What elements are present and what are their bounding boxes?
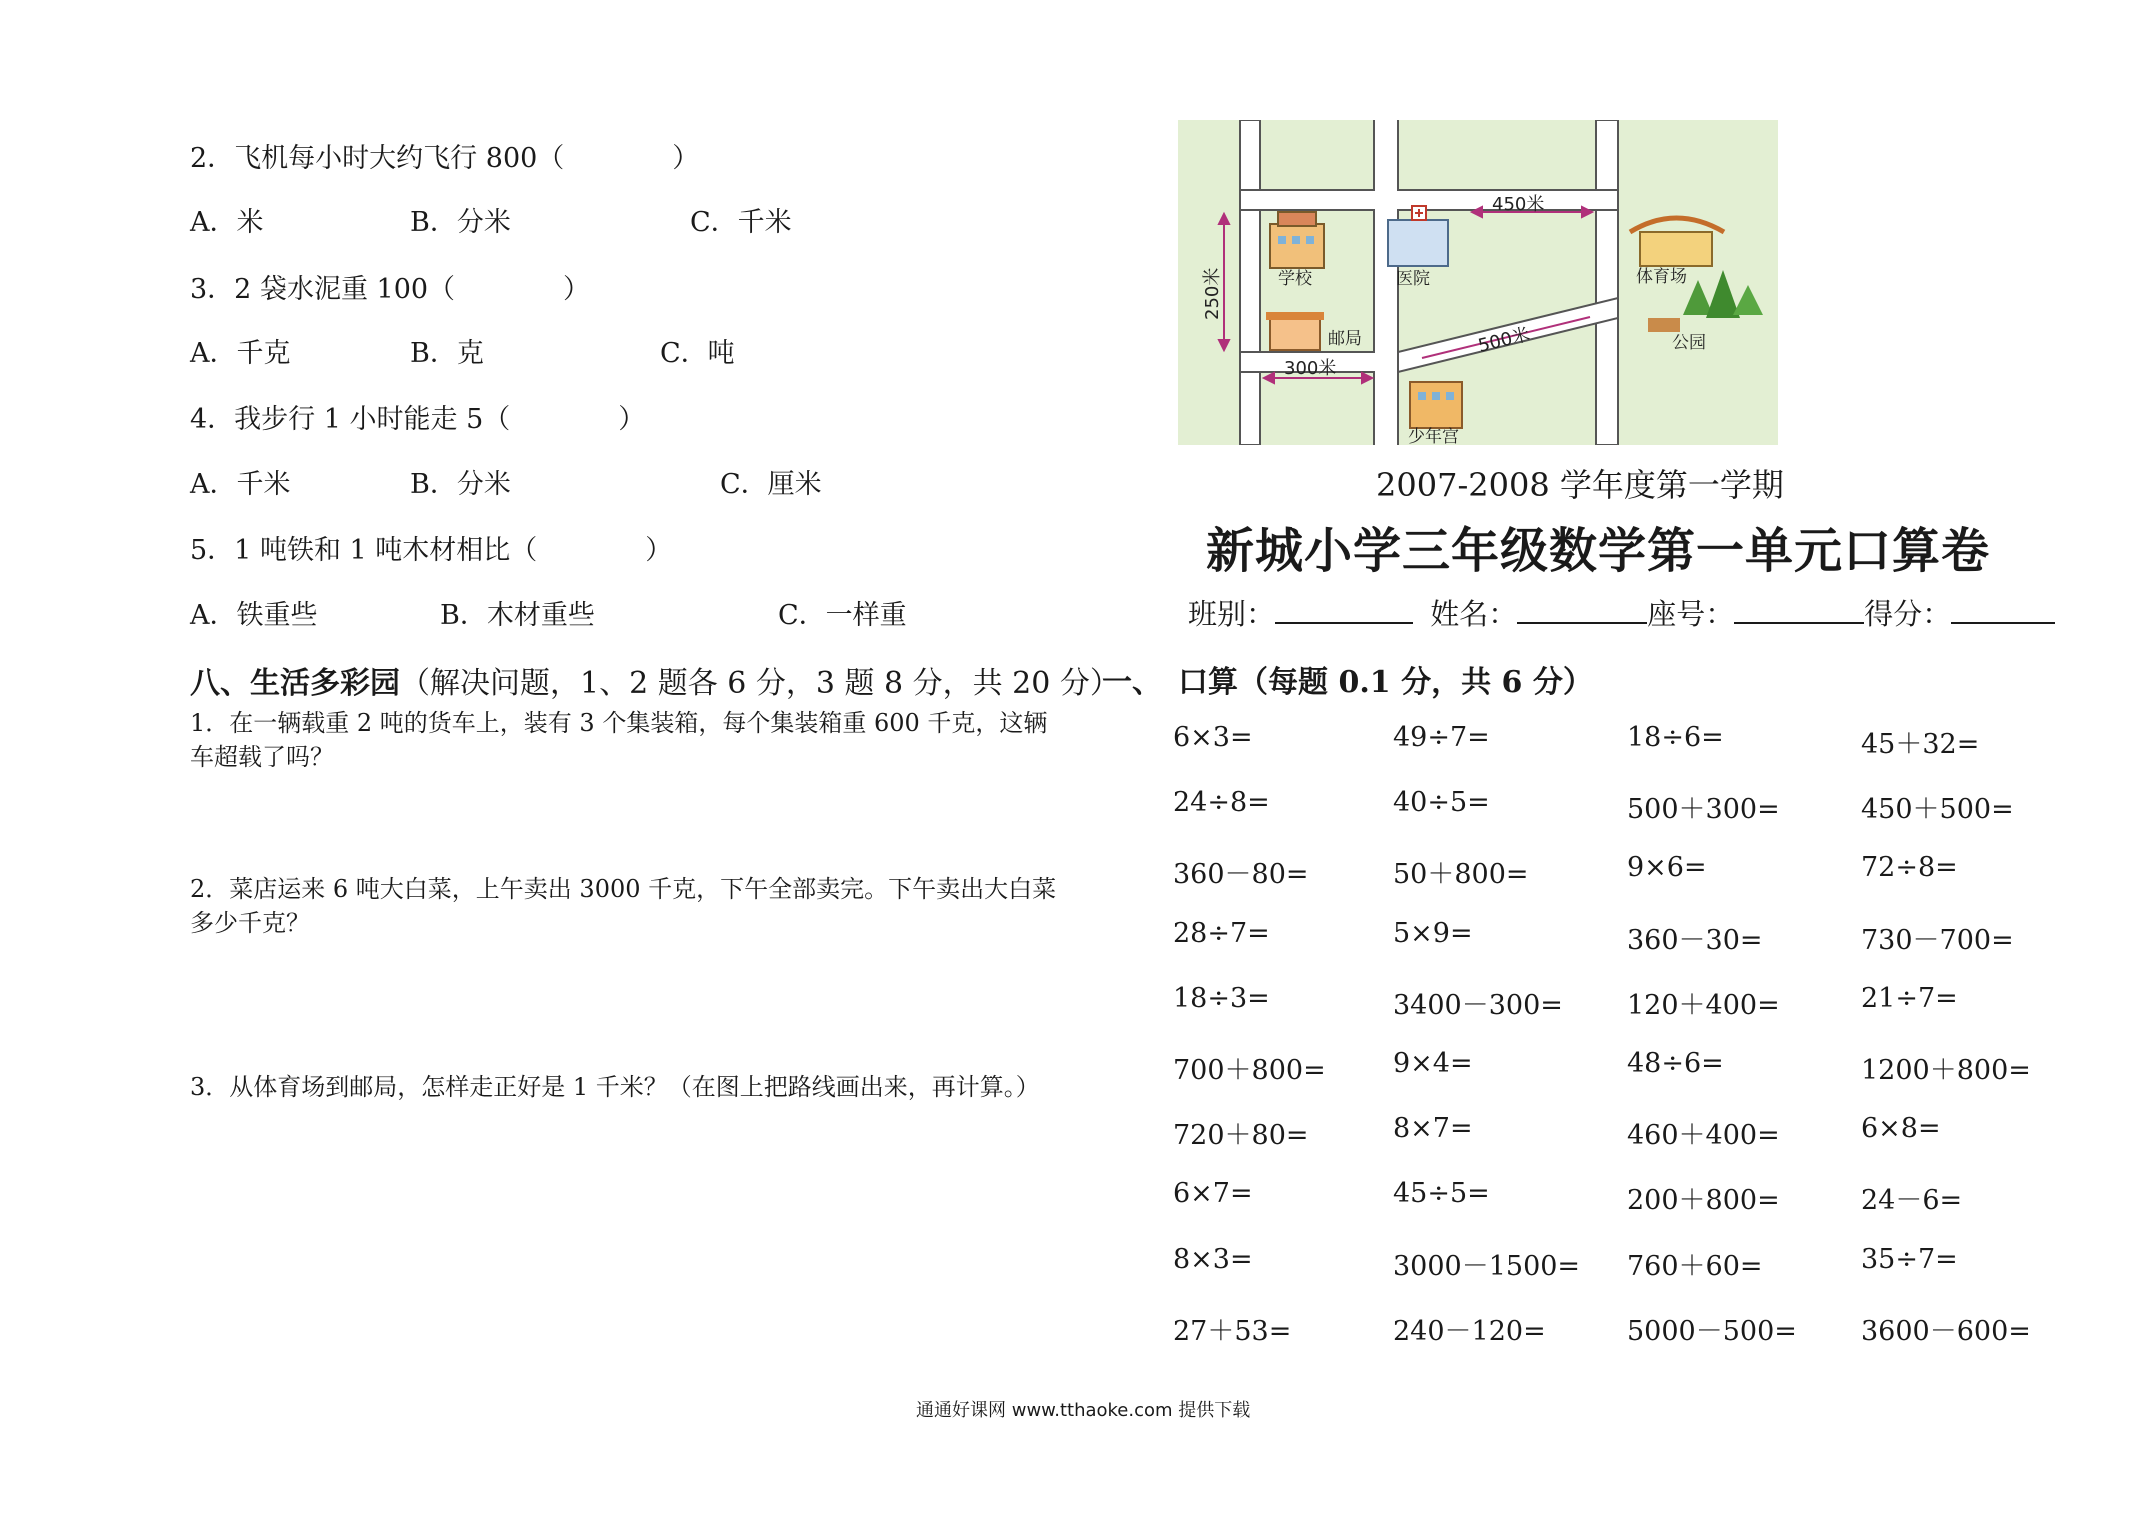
section-8-heading bbox=[190, 658, 1120, 702]
calc-problem: 6×7= bbox=[1173, 1178, 1253, 1209]
calc-problem: 27＋53= bbox=[1173, 1316, 1292, 1347]
calc-problem: 6×3= bbox=[1173, 722, 1253, 753]
q5-option-b: B．木材重些 bbox=[440, 600, 595, 631]
calc-problem: 50＋800= bbox=[1393, 859, 1529, 890]
q4-option-b: B．分米 bbox=[410, 469, 511, 500]
calc-problem: 700＋800= bbox=[1173, 1055, 1326, 1086]
street-map bbox=[1178, 120, 1778, 445]
calc-problem: 9×6= bbox=[1627, 852, 1707, 883]
problem-1: 1．在一辆载重 2 吨的货车上，装有 3 个集装箱，每个集装箱重 600 千克，这辆车超载了吗？ bbox=[190, 709, 1048, 771]
distance-450: 450米 bbox=[1492, 194, 1545, 215]
calc-problem: 120＋400= bbox=[1627, 990, 1780, 1021]
seat-label: 座号： bbox=[1647, 597, 1735, 631]
calc-problem: 9×4= bbox=[1393, 1048, 1473, 1079]
name-label: 姓名： bbox=[1430, 597, 1518, 631]
calc-problem: 8×7= bbox=[1393, 1113, 1473, 1144]
calc-problem: 48÷6= bbox=[1627, 1048, 1724, 1079]
calc-problem: 72÷8= bbox=[1861, 852, 1958, 883]
calc-problem: 35÷7= bbox=[1861, 1244, 1958, 1275]
calc-problem: 360－80= bbox=[1173, 859, 1309, 890]
calc-problem: 200＋800= bbox=[1627, 1185, 1780, 1216]
distance-250: 250米 bbox=[1202, 267, 1223, 320]
seat-blank[interactable] bbox=[1734, 594, 1864, 624]
class-label: 班别： bbox=[1188, 597, 1276, 631]
calc-problem: 450＋500= bbox=[1861, 794, 2014, 825]
q2-option-b: B．分米 bbox=[410, 207, 511, 238]
calc-problem: 730－700= bbox=[1861, 925, 2014, 956]
q3-option-c: C．吨 bbox=[660, 338, 735, 369]
name-blank[interactable] bbox=[1517, 594, 1647, 624]
footer-source: 通通好课网 www.tthaoke.com 提供下载 bbox=[916, 1400, 1251, 1421]
q5-option-a: A．铁重些 bbox=[190, 600, 318, 631]
calc-problem: 28÷7= bbox=[1173, 918, 1270, 949]
calc-problem: 8×3= bbox=[1173, 1244, 1253, 1275]
calc-problem: 720＋80= bbox=[1173, 1120, 1309, 1151]
map-label-hospital: 医院 bbox=[1396, 269, 1430, 289]
street-map-drawing bbox=[1178, 120, 1778, 445]
class-blank[interactable] bbox=[1275, 594, 1413, 624]
score-label: 得分： bbox=[1864, 597, 1952, 631]
q2-option-a: A．米 bbox=[190, 207, 264, 238]
calc-problem: 3600－600= bbox=[1861, 1316, 2031, 1347]
info-line bbox=[1188, 592, 2055, 633]
calc-problem: 24－6= bbox=[1861, 1185, 1963, 1216]
calc-problem: 1200＋800= bbox=[1861, 1055, 2031, 1086]
problem-3: 3．从体育场到邮局，怎样走正好是 1 千米？（在图上把路线画出来，再计算。） bbox=[190, 1073, 1040, 1101]
calc-problem: 760＋60= bbox=[1627, 1251, 1763, 1282]
problem-2: 2．菜店运来 6 吨大白菜，上午卖出 3000 千克，下午全部卖完。下午卖出大白菜多少千克？ bbox=[190, 875, 1057, 937]
calc-problem: 500＋300= bbox=[1627, 794, 1780, 825]
map-label-school: 学校 bbox=[1278, 269, 1312, 289]
score-blank[interactable] bbox=[1951, 594, 2055, 624]
distance-500: 500米 bbox=[1476, 323, 1533, 357]
calc-problem: 49÷7= bbox=[1393, 722, 1490, 753]
question-4: 4．我步行 1 小时能走 5（ ） bbox=[190, 404, 646, 435]
calc-problem: 3000－1500= bbox=[1393, 1251, 1581, 1282]
school-building bbox=[1270, 212, 1324, 268]
distance-300: 300米 bbox=[1284, 358, 1337, 379]
q4-option-a: A．千米 bbox=[190, 469, 291, 500]
calc-problem: 5×9= bbox=[1393, 918, 1473, 949]
map-label-stadium: 体育场 bbox=[1636, 267, 1687, 287]
map-label-youth-palace: 少年宫 bbox=[1408, 427, 1459, 445]
calc-problem: 3400－300= bbox=[1393, 990, 1563, 1021]
section-1-number: 一、 bbox=[1102, 665, 1162, 700]
map-label-post-office: 邮局 bbox=[1328, 329, 1362, 349]
q2-option-c: C．千米 bbox=[690, 207, 792, 238]
question-5: 5．1 吨铁和 1 吨木材相比（ ） bbox=[190, 535, 673, 566]
term-subtitle: 2007-2008 学年度第一学期 bbox=[1376, 466, 1784, 504]
calc-problem: 45＋32= bbox=[1861, 729, 1980, 760]
calc-problem: 18÷3= bbox=[1173, 983, 1270, 1014]
calc-problem: 6×8= bbox=[1861, 1113, 1941, 1144]
calc-problem: 18÷6= bbox=[1627, 722, 1724, 753]
section-8-title: 八、生活多彩园 bbox=[190, 666, 400, 701]
map-label-park: 公园 bbox=[1672, 333, 1706, 353]
youth-palace-building bbox=[1410, 382, 1462, 428]
section-8-note: （解决问题，1、2 题各 6 分，3 题 8 分，共 20 分） bbox=[400, 666, 1120, 701]
post-office-building bbox=[1266, 312, 1324, 350]
calc-problem: 24÷8= bbox=[1173, 787, 1270, 818]
calc-problem: 45÷5= bbox=[1393, 1178, 1490, 1209]
q3-option-b: B．克 bbox=[410, 338, 484, 369]
section-1-title: 口算（每题 0.1 分，共 6 分） bbox=[1178, 665, 1593, 700]
q3-option-a: A．千克 bbox=[190, 338, 291, 369]
page-title: 新城小学三年级数学第一单元口算卷 bbox=[1206, 523, 1991, 579]
calc-problem: 5000－500= bbox=[1627, 1316, 1797, 1347]
question-2: 2．飞机每小时大约飞行 800（ ） bbox=[190, 143, 700, 174]
calc-problem: 360－30= bbox=[1627, 925, 1763, 956]
calc-problem: 240－120= bbox=[1393, 1316, 1546, 1347]
calc-problem: 40÷5= bbox=[1393, 787, 1490, 818]
calc-problem: 21÷7= bbox=[1861, 983, 1958, 1014]
q4-option-c: C．厘米 bbox=[720, 469, 822, 500]
calc-problem: 460＋400= bbox=[1627, 1120, 1780, 1151]
q5-option-c: C．一样重 bbox=[778, 600, 907, 631]
question-3: 3．2 袋水泥重 100（ ） bbox=[190, 274, 591, 305]
